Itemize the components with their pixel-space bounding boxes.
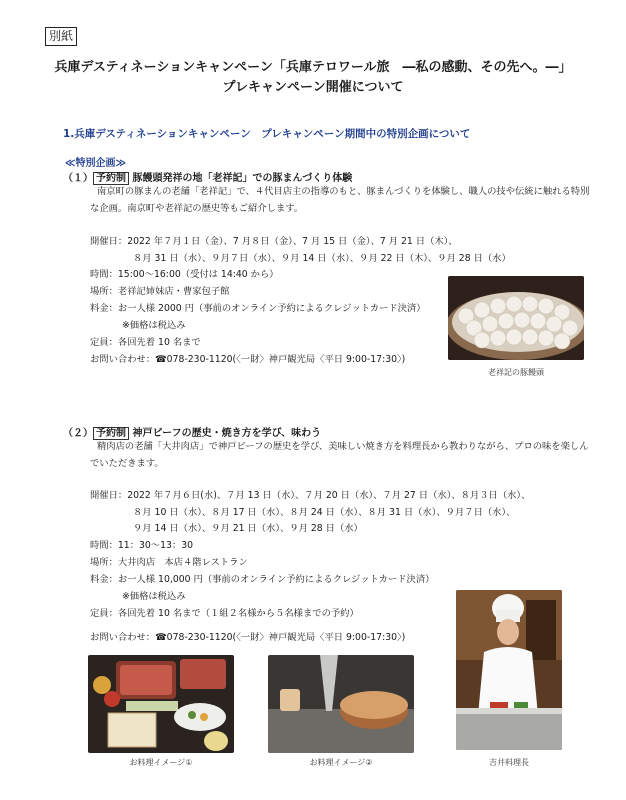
dish-photo-2 xyxy=(268,655,414,753)
item1-reservation-badge: 予約制 xyxy=(93,172,129,185)
item2-time: 時間：11：30～13：30 xyxy=(90,540,194,551)
dish-1-illustration xyxy=(88,655,234,753)
item2-reservation-badge: 予約制 xyxy=(93,427,129,440)
dish-2-illustration xyxy=(268,655,414,753)
item1-desc-line1: 南京町の豚まんの老舗「老祥記」で、４代目店主の指導のもと、豚まんづくりを体験し、職人の技や伝統に触れる特別 xyxy=(97,186,590,197)
pork-buns-photo xyxy=(448,276,584,360)
item2-desc-line2: でいただきます。 xyxy=(90,458,164,469)
item1-dates-line1: 開催日：2022 年７月１日（金）、7 月８日（金）、7 月 15 日（金）、7 月 21 日（木）、 xyxy=(90,236,458,247)
item1-contact: お問い合わせ：☎078-230-1120(〈一財〉神戸観光局〈平日 9:00-17:30〉) xyxy=(90,354,406,365)
item1-time: 時間：15:00～16:00（受付は 14:40 から） xyxy=(90,269,279,280)
item1-capacity: 定員：各回先着 10 名まで xyxy=(90,337,201,348)
chef-illustration xyxy=(456,590,562,750)
item2-capacity: 定員：各回先着 10 名まで（１組２名様から５名様までの予約） xyxy=(90,608,359,619)
dish-photo-1-caption: お料理イメージ① xyxy=(129,758,193,767)
pork-buns-caption: 老祥記の豚饅頭 xyxy=(488,368,544,377)
page-title-line1: 兵庫デスティネーションキャンペーン「兵庫テロワール旅 ―私の感動、その先へ。―」 xyxy=(54,60,572,75)
chef-caption: 吉井料理長 xyxy=(489,758,529,767)
item2-tax-note: ※価格は税込み xyxy=(122,591,186,602)
special-label: ≪特別企画≫ xyxy=(65,158,126,169)
item2-title: 神戸ビーフの歴史・焼き方を学び、味わう xyxy=(132,428,322,439)
dish-photo-1 xyxy=(88,655,234,753)
attachment-tag: 別紙 xyxy=(45,27,77,46)
item1-tax-note: ※価格は税込み xyxy=(122,320,186,331)
pork-buns-illustration xyxy=(448,276,584,360)
chef-photo xyxy=(456,590,562,750)
section-1-title: 1.兵庫デスティネーションキャンペーン プレキャンペーン期間中の特別企画について xyxy=(63,128,471,140)
item2-fee: 料金：お一人様 10,000 円（事前のオンライン予約によるクレジットカード決済） xyxy=(90,574,435,585)
item1-title: 豚饅頭発祥の地「老祥記」での豚まんづくり体験 xyxy=(132,173,353,184)
item2-contact: お問い合わせ：☎078-230-1120(〈一財〉神戸観光局〈平日 9:00-17:30〉) xyxy=(90,632,406,643)
dish-photo-2-caption: お料理イメージ② xyxy=(309,758,373,767)
item1-place: 場所：老祥記姉妹店・曹家包子館 xyxy=(90,286,230,297)
item2-heading xyxy=(63,424,321,439)
page-title-line2: プレキャンペーン開催について xyxy=(222,80,404,95)
item1-heading xyxy=(63,169,352,184)
item2-number: （２） xyxy=(63,428,93,439)
item1-number: （１） xyxy=(63,173,93,184)
item1-fee: 料金：お一人様 2000 円（事前のオンライン予約によるクレジットカード決済） xyxy=(90,303,426,314)
item2-dates-line3: ９月 14 日（水）、９月 21 日（水）、９月 28 日（水） xyxy=(133,523,363,534)
item2-place: 場所：大井肉店 本店４階レストラン xyxy=(90,557,248,568)
item2-desc-line1: 精肉店の老舗「大井肉店」で神戸ビーフの歴史を学び、美味しい焼き方を料理長から教わりながら、プロの味を楽しん xyxy=(97,441,589,452)
item1-desc-line2: な企画。南京町や老祥記の歴史等もご紹介します。 xyxy=(90,203,304,214)
item2-dates-line2: ８月 10 日（水）、８月 17 日（水）、８月 24 日（水）、８月 31 日（水）、９月７日（水）、 xyxy=(133,507,516,518)
item1-dates-line2: ８月 31 日（水）、９月７日（水）、９月 14 日（水）、９月 22 日（木）、９月 28 日（水） xyxy=(133,253,511,264)
item2-dates-line1: 開催日：2022 年７月６日(水)、７月 13 日（水）、７月 20 日（水）、７月 27 日（水）、８月３日（水）、 xyxy=(90,490,531,501)
